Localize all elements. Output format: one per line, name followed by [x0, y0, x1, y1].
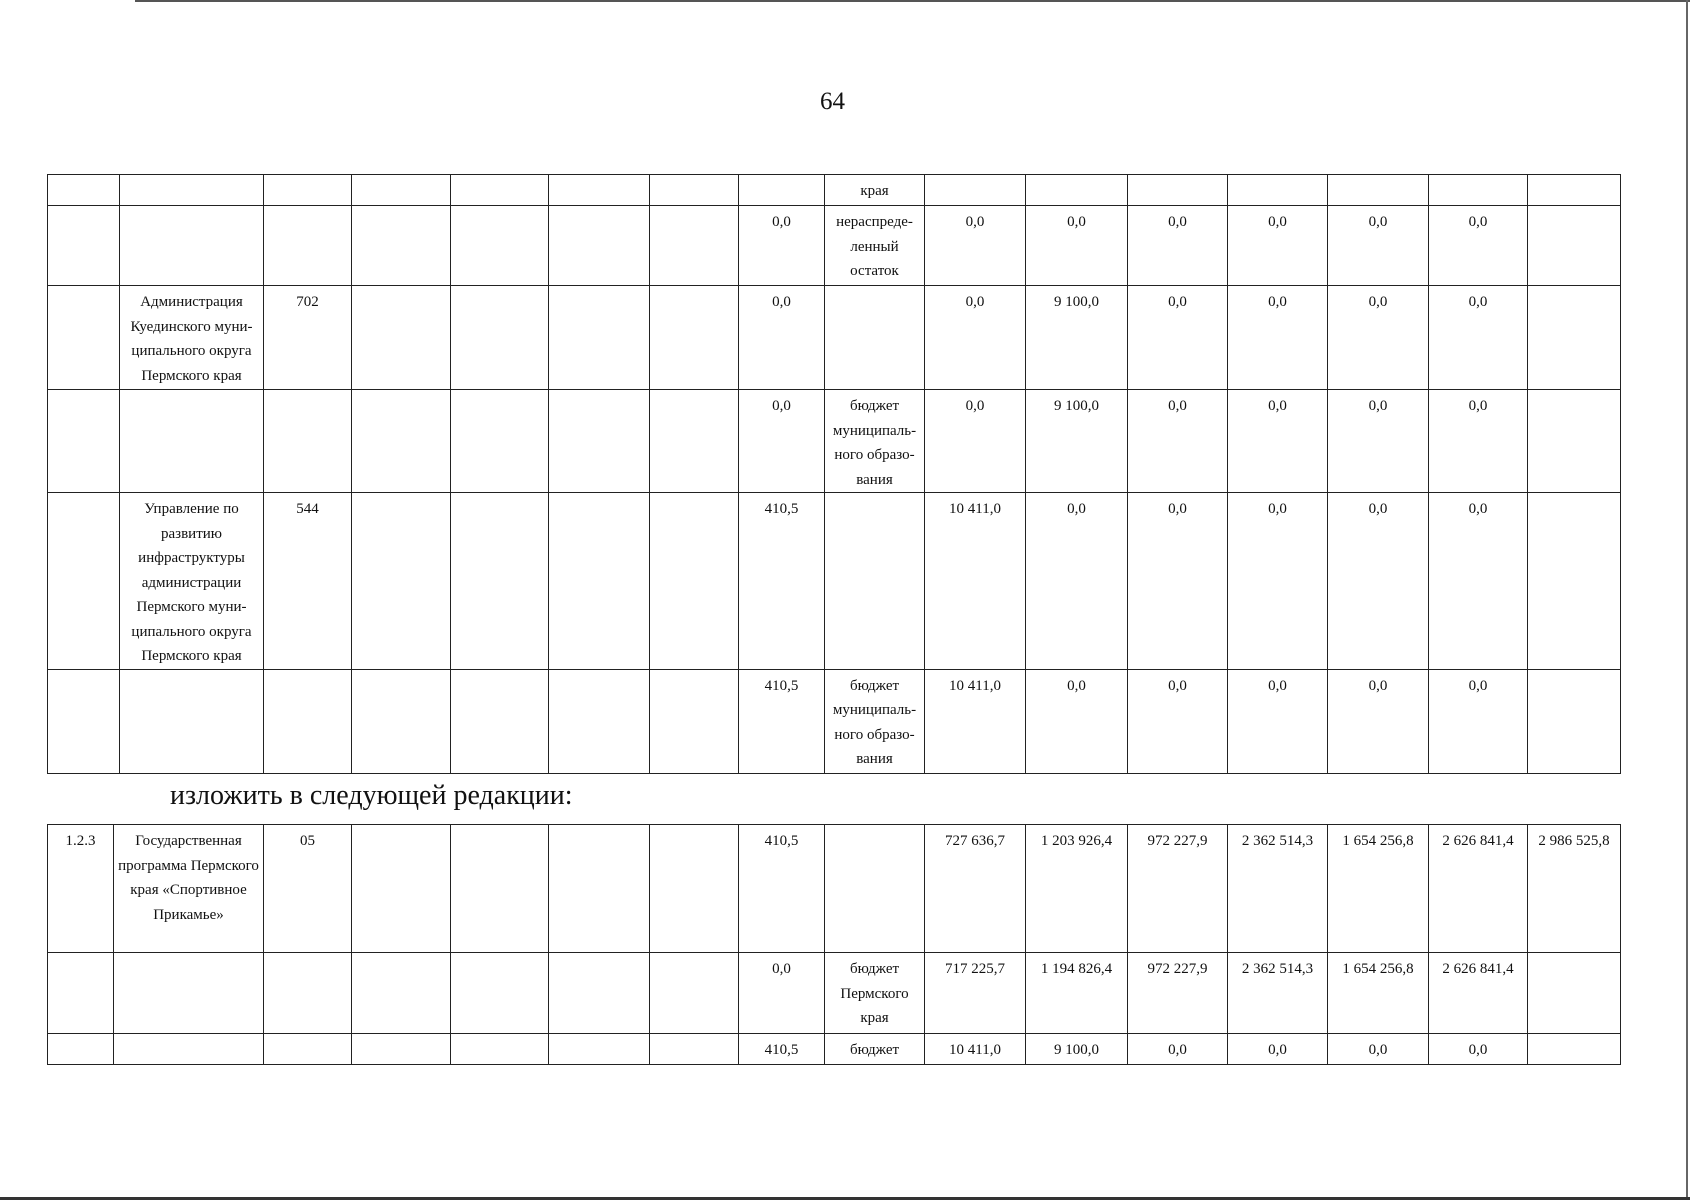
table-cell: 1 654 256,8	[1328, 953, 1429, 1034]
table-cell: 0,0	[925, 206, 1026, 286]
table-cell	[48, 175, 120, 206]
table-row	[48, 175, 1621, 206]
table-cell	[549, 953, 650, 1034]
table-cell: 0,0	[1228, 493, 1328, 670]
table-cell	[451, 286, 549, 390]
table-cell: 0,0	[1429, 493, 1528, 670]
table-row	[48, 493, 1621, 670]
table-cell: 10 411,0	[925, 1034, 1026, 1065]
table-cell	[352, 825, 451, 953]
table-cell: 410,5	[739, 493, 825, 670]
table-cell	[650, 669, 739, 773]
table-cell: 0,0	[1429, 206, 1528, 286]
table-cell: 0,0	[1128, 286, 1228, 390]
table-cell	[650, 286, 739, 390]
table-cell: 9 100,0	[1026, 286, 1128, 390]
budget-table-new	[47, 824, 1621, 1065]
table-cell	[451, 1034, 549, 1065]
table-cell: 2 626 841,4	[1429, 825, 1528, 953]
table-cell: 0,0	[1228, 286, 1328, 390]
table-cell: Администрация Куединского муни-ципального округа Пермского края	[120, 286, 264, 390]
table-row	[48, 825, 1621, 953]
table-cell	[650, 206, 739, 286]
table-cell: 0,0	[1228, 1034, 1328, 1065]
table-cell	[549, 825, 650, 953]
table-cell: 05	[264, 825, 352, 953]
table-cell: 2 626 841,4	[1429, 953, 1528, 1034]
table-cell: 0,0	[739, 390, 825, 493]
table-cell	[650, 175, 739, 206]
table-cell	[650, 390, 739, 493]
table-cell: 0,0	[1228, 669, 1328, 773]
table-cell	[1328, 175, 1429, 206]
table-cell: 2 362 514,3	[1228, 825, 1328, 953]
table-cell	[352, 669, 451, 773]
table-cell: 0,0	[1128, 669, 1228, 773]
table-cell: 0,0	[1328, 390, 1429, 493]
table-cell	[825, 825, 925, 953]
table-cell	[549, 390, 650, 493]
table-cell	[825, 493, 925, 670]
table-cell	[352, 953, 451, 1034]
instruction-text: изложить в следующей редакции:	[170, 780, 573, 811]
table-cell: 1.2.3	[48, 825, 114, 953]
table-cell	[1528, 1034, 1621, 1065]
table-cell: края	[825, 175, 925, 206]
table-cell	[549, 286, 650, 390]
table-cell	[739, 175, 825, 206]
table-cell	[549, 669, 650, 773]
table-row	[48, 1034, 1621, 1065]
table-cell: 10 411,0	[925, 493, 1026, 670]
table-cell: 544	[264, 493, 352, 670]
table-cell: 0,0	[739, 953, 825, 1034]
table-row	[48, 206, 1621, 286]
table-cell: 0,0	[1429, 286, 1528, 390]
table-cell	[1528, 390, 1621, 493]
table-cell: 410,5	[739, 1034, 825, 1065]
table-cell	[352, 390, 451, 493]
table-cell: 1 194 826,4	[1026, 953, 1128, 1034]
table-cell: 717 225,7	[925, 953, 1026, 1034]
table-cell: 1 203 926,4	[1026, 825, 1128, 953]
table-cell: 0,0	[1026, 669, 1128, 773]
table-row	[48, 669, 1621, 773]
table-cell: 1 654 256,8	[1328, 825, 1429, 953]
table-cell	[264, 953, 352, 1034]
table-cell	[264, 206, 352, 286]
table-cell	[264, 175, 352, 206]
table-cell	[48, 669, 120, 773]
table-cell	[1528, 175, 1621, 206]
table-cell: 0,0	[739, 286, 825, 390]
table-cell: 0,0	[1128, 1034, 1228, 1065]
table-cell: 0,0	[1128, 390, 1228, 493]
table-cell: Управление по развитию инфраструктуры администрации Пермского муни-ципального округа Пермского края	[120, 493, 264, 670]
table-cell	[48, 390, 120, 493]
table-cell	[352, 1034, 451, 1065]
table-cell: 0,0	[1328, 493, 1429, 670]
budget-table-old	[47, 174, 1621, 774]
table-cell	[48, 1034, 114, 1065]
table-cell: бюджет	[825, 1034, 925, 1065]
page-number: 64	[820, 88, 845, 115]
table-cell: 0,0	[1128, 493, 1228, 670]
table-cell	[120, 175, 264, 206]
table-cell	[451, 953, 549, 1034]
table-cell: 0,0	[1328, 1034, 1429, 1065]
table-cell: 0,0	[1429, 669, 1528, 773]
table-cell: 9 100,0	[1026, 1034, 1128, 1065]
page-right-edge	[1686, 0, 1688, 1200]
table-cell	[1528, 669, 1621, 773]
table-cell	[650, 825, 739, 953]
table-cell	[264, 1034, 352, 1065]
table-cell: 727 636,7	[925, 825, 1026, 953]
table-cell	[114, 1034, 264, 1065]
table-cell: 0,0	[1429, 390, 1528, 493]
table-cell	[114, 953, 264, 1034]
table-cell: 410,5	[739, 825, 825, 953]
table-cell	[451, 825, 549, 953]
table-cell	[549, 206, 650, 286]
table-cell: 2 362 514,3	[1228, 953, 1328, 1034]
table-cell	[352, 286, 451, 390]
table-cell: нераспреде-ленный остаток	[825, 206, 925, 286]
table-cell: 0,0	[925, 390, 1026, 493]
table-cell	[352, 175, 451, 206]
table-cell: бюджет муниципаль-ного образо-вания	[825, 390, 925, 493]
table-cell: 0,0	[1328, 669, 1429, 773]
table-cell	[451, 669, 549, 773]
table-cell: 0,0	[1429, 1034, 1528, 1065]
table-cell	[352, 206, 451, 286]
table-cell	[549, 1034, 650, 1065]
table-row	[48, 390, 1621, 493]
table-cell	[120, 206, 264, 286]
table-cell	[1528, 953, 1621, 1034]
table-cell: Государственная программа Пермского края «Спортивное Прикамье»	[114, 825, 264, 953]
table-cell	[451, 206, 549, 286]
table-cell	[1228, 175, 1328, 206]
table-cell	[451, 493, 549, 670]
table-cell	[825, 286, 925, 390]
table-cell	[650, 953, 739, 1034]
table-cell	[120, 390, 264, 493]
table-cell	[48, 286, 120, 390]
table-cell	[549, 175, 650, 206]
table-cell	[1128, 175, 1228, 206]
table-cell	[650, 493, 739, 670]
table-cell	[48, 493, 120, 670]
table-cell	[650, 1034, 739, 1065]
table-cell: 972 227,9	[1128, 825, 1228, 953]
table-cell	[1528, 493, 1621, 670]
table-cell: 2 986 525,8	[1528, 825, 1621, 953]
table-cell: 702	[264, 286, 352, 390]
table-cell: 0,0	[1228, 206, 1328, 286]
table-cell	[451, 390, 549, 493]
table-cell	[120, 669, 264, 773]
table-cell: 972 227,9	[1128, 953, 1228, 1034]
page-top-rule	[135, 0, 1690, 2]
table-cell: бюджет муниципаль-ного образо-вания	[825, 669, 925, 773]
table-cell: 0,0	[739, 206, 825, 286]
table-cell: бюджет Пермского края	[825, 953, 925, 1034]
table-cell: 10 411,0	[925, 669, 1026, 773]
table-cell	[48, 206, 120, 286]
table-cell: 0,0	[1026, 206, 1128, 286]
table-cell	[1528, 206, 1621, 286]
table-cell	[925, 175, 1026, 206]
table-cell: 0,0	[1128, 206, 1228, 286]
table-cell	[352, 493, 451, 670]
table-cell: 0,0	[1026, 493, 1128, 670]
table-cell: 0,0	[1328, 206, 1429, 286]
table-row	[48, 953, 1621, 1034]
table-cell: 0,0	[1328, 286, 1429, 390]
table-cell: 410,5	[739, 669, 825, 773]
table-row	[48, 286, 1621, 390]
table-cell	[549, 493, 650, 670]
table-cell	[451, 175, 549, 206]
table-cell	[1026, 175, 1128, 206]
table-cell: 0,0	[925, 286, 1026, 390]
table-cell: 0,0	[1228, 390, 1328, 493]
table-cell	[48, 953, 114, 1034]
table-cell	[1429, 175, 1528, 206]
table-cell	[264, 669, 352, 773]
table-cell: 9 100,0	[1026, 390, 1128, 493]
table-cell	[1528, 286, 1621, 390]
table-cell	[264, 390, 352, 493]
